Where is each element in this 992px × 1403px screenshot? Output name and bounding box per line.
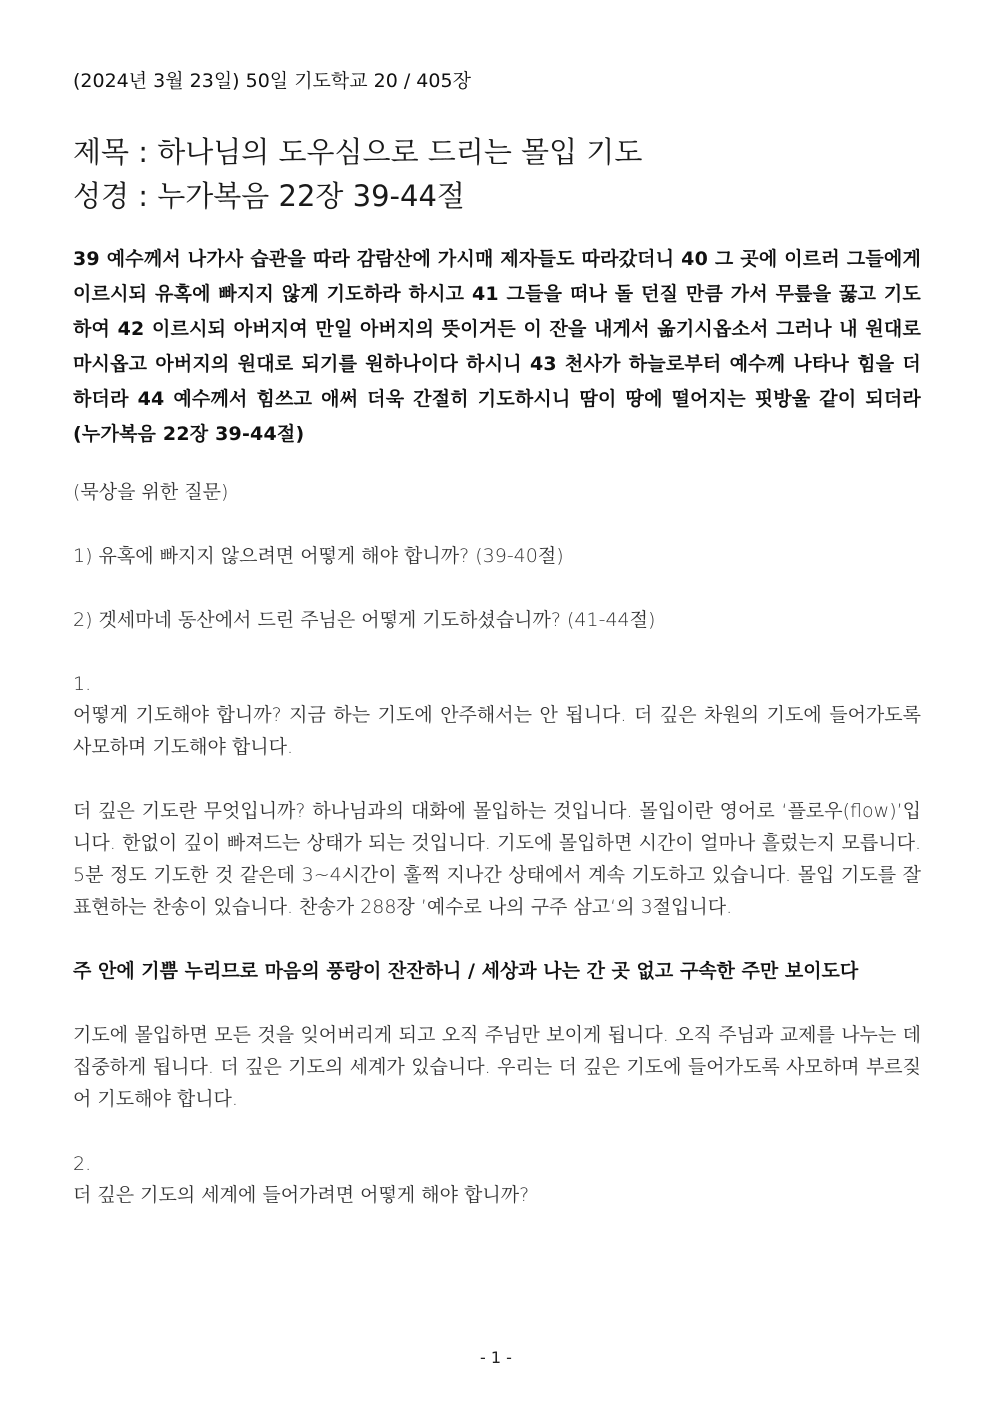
section-1-paragraph-2: 더 깊은 기도란 무엇입니까? 하나님과의 대화에 몰입하는 것입니다. 몰입이란 영어로 ‘플로우(flow)’입니다. 한없이 깊이 빠져드는 상태가 되는 것입니다. 기도에 몰입하면 시간이 얼마나 흘렀는지 모릅니다. 5분 정도 기도한 것 같은데 3~4시간이 훌쩍 지나간 상태에서 계속 기도하고 있습니다. 몰입 기도를 잘 표현하는 찬송이 있습니다. 찬송가 288장 ’예수로 나의 구주 삼고‘의 3절입니다. [73, 800, 921, 918]
hymn-quote: 주 안에 기쁨 누리므로 마음의 풍랑이 잔잔하니 / 세상과 나는 간 곳 없고 구속한 주만 보이도다 [73, 960, 859, 982]
title-block [73, 130, 921, 218]
section-1-number: 1. [73, 673, 92, 695]
meditation-question-1: 1) 유혹에 빠지지 않으려면 어떻게 해야 합니까? (39-40절) [73, 545, 564, 567]
section-1-paragraph-1: 어떻게 기도해야 합니까? 지금 하는 기도에 안주해서는 안 됩니다. 더 깊은 차원의 기도에 들어가도록 사모하며 기도해야 합니다. [73, 704, 921, 758]
page-number: - 1 - [480, 1348, 512, 1367]
document-page [73, 66, 921, 1211]
meditation-heading: (묵상을 위한 질문) [73, 481, 229, 503]
section-2-number: 2. [73, 1153, 92, 1175]
date-info-line: (2024년 3월 23일) 50일 기도학교 20 / 405장 [73, 70, 471, 92]
scripture-text: 39 예수께서 나가사 습관을 따라 감람산에 가시매 제자들도 따라갔더니 40 그 곳에 이르러 그들에게 이르시되 유혹에 빠지지 않게 기도하라 하시고 41 그들을 떠나 돌 던질 만큼 가서 무릎을 꿇고 기도하여 42 이르시되 아버지여 만일 아버지의 뜻이거든 이 잔을 내게서 옮기시옵소서 그러나 내 원대로 마시옵고 아버지의 원대로 되기를 원하나이다 하시니 43 천사가 하늘로부터 예수께 나타나 힘을 더하더라 44 예수께서 힘쓰고 애써 더욱 간절히 기도하시니 땀이 땅에 떨어지는 핏방울 같이 되더라 (누가복음 22장 39-44절) [73, 248, 921, 445]
scripture-reference: 성경 : 누가복음 22장 39-44절 [73, 179, 465, 213]
sermon-title: 제목 : 하나님의 도우심으로 드리는 몰입 기도 [73, 135, 643, 169]
section-1-paragraph-3: 기도에 몰입하면 모든 것을 잊어버리게 되고 오직 주님만 보이게 됩니다. 오직 주님과 교제를 나누는 데 집중하게 됩니다. 더 깊은 기도의 세계가 있습니다. 우리는 더 깊은 기도에 들어가도록 사모하며 부르짖어 기도해야 합니다. [73, 1024, 921, 1110]
section-2-paragraph-1: 더 깊은 기도의 세계에 들어가려면 어떻게 해야 합니까? [73, 1184, 530, 1206]
meditation-question-2: 2) 겟세마네 동산에서 드린 주님은 어떻게 기도하셨습니까? (41-44절) [73, 609, 656, 631]
